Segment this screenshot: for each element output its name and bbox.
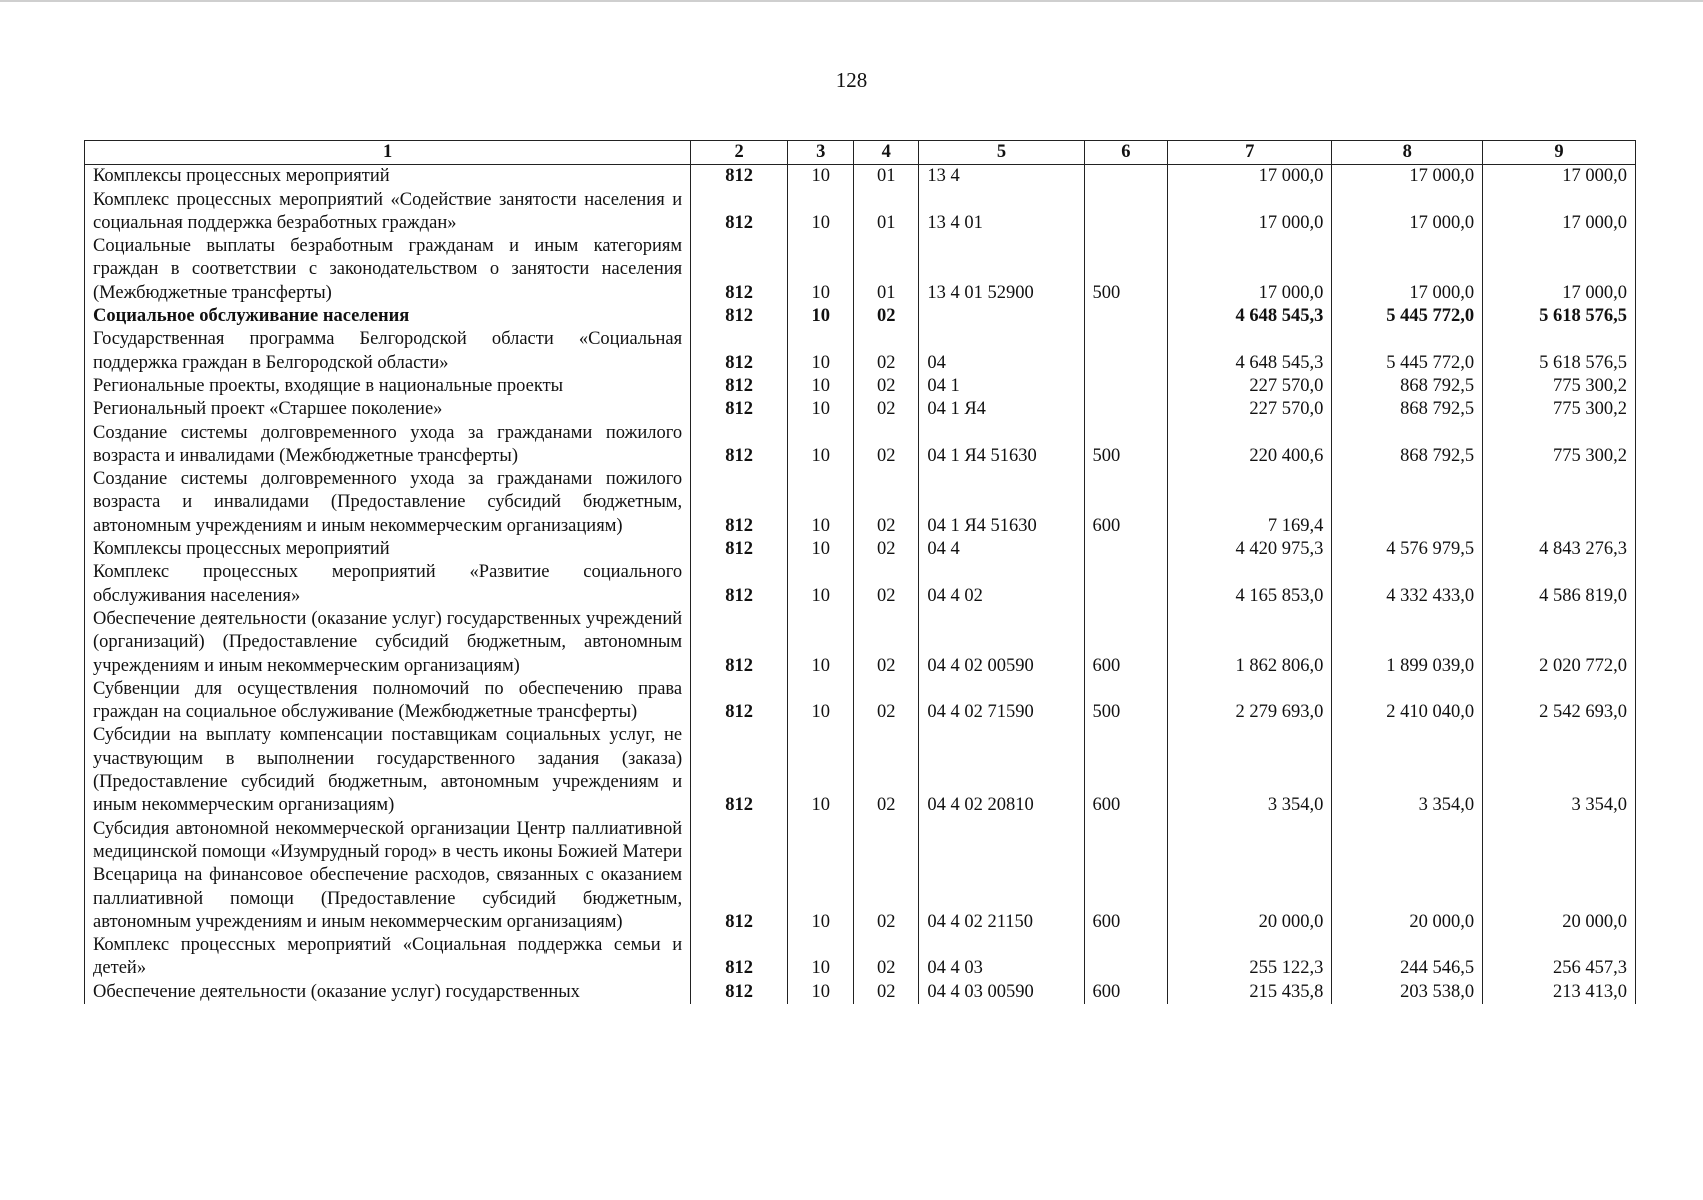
cell-amount-year-2: 17 000,0 xyxy=(1332,235,1483,305)
table-row xyxy=(85,561,1636,608)
table-row xyxy=(85,375,1636,398)
cell-amount-year-2: 868 792,5 xyxy=(1332,422,1483,469)
cell-amount-year-3: 775 300,2 xyxy=(1483,422,1636,469)
row-description: Региональные проекты, входящие в национальные проекты xyxy=(85,375,691,398)
cell-expense-type: 500 xyxy=(1084,235,1168,305)
row-description: Создание системы долговременного ухода за гражданами пожилого возраста и инвалидами (Предоставление субсидий бюджетным, автономным учреждениям и иным некоммерческим организациям) xyxy=(85,468,691,538)
cell-amount-year-2: 2 410 040,0 xyxy=(1332,678,1483,725)
table-row xyxy=(85,934,1636,981)
cell-admin-code: 812 xyxy=(691,375,788,398)
cell-amount-year-1: 4 165 853,0 xyxy=(1168,561,1332,608)
row-description: Региональный проект «Старшее поколение» xyxy=(85,398,691,421)
cell-section: 10 xyxy=(788,981,854,1004)
cell-expense-type xyxy=(1084,375,1168,398)
cell-amount-year-1: 4 648 545,3 xyxy=(1168,305,1332,328)
cell-amount-year-1: 3 354,0 xyxy=(1168,724,1332,817)
cell-amount-year-2: 203 538,0 xyxy=(1332,981,1483,1004)
cell-amount-year-2: 1 899 039,0 xyxy=(1332,608,1483,678)
cell-amount-year-3: 775 300,2 xyxy=(1483,375,1636,398)
cell-subsection: 01 xyxy=(854,189,919,236)
cell-section: 10 xyxy=(788,189,854,236)
cell-section: 10 xyxy=(788,235,854,305)
cell-amount-year-2: 5 445 772,0 xyxy=(1332,305,1483,328)
cell-expense-type xyxy=(1084,538,1168,561)
cell-target-article: 04 4 03 00590 xyxy=(919,981,1084,1004)
cell-amount-year-2: 4 576 979,5 xyxy=(1332,538,1483,561)
cell-amount-year-3: 17 000,0 xyxy=(1483,189,1636,236)
page-number: 128 xyxy=(835,68,868,92)
cell-admin-code: 812 xyxy=(691,328,788,375)
cell-subsection: 02 xyxy=(854,818,919,934)
cell-subsection: 01 xyxy=(854,235,919,305)
table-row xyxy=(85,608,1636,678)
cell-target-article: 04 4 xyxy=(919,538,1084,561)
cell-amount-year-1: 2 279 693,0 xyxy=(1168,678,1332,725)
cell-target-article: 04 4 02 21150 xyxy=(919,818,1084,934)
cell-subsection: 02 xyxy=(854,398,919,421)
cell-admin-code: 812 xyxy=(691,678,788,725)
cell-admin-code: 812 xyxy=(691,305,788,328)
budget-table xyxy=(84,140,1636,1004)
cell-subsection: 02 xyxy=(854,724,919,817)
cell-amount-year-1: 255 122,3 xyxy=(1168,934,1332,981)
table-row xyxy=(85,189,1636,236)
cell-admin-code: 812 xyxy=(691,422,788,469)
cell-amount-year-3: 17 000,0 xyxy=(1483,235,1636,305)
cell-amount-year-3: 17 000,0 xyxy=(1483,165,1636,189)
cell-amount-year-2: 17 000,0 xyxy=(1332,189,1483,236)
cell-expense-type xyxy=(1084,305,1168,328)
cell-admin-code: 812 xyxy=(691,608,788,678)
cell-admin-code: 812 xyxy=(691,818,788,934)
cell-expense-type: 600 xyxy=(1084,981,1168,1004)
cell-amount-year-3 xyxy=(1483,468,1636,538)
cell-amount-year-2: 868 792,5 xyxy=(1332,398,1483,421)
header-col-5: 5 xyxy=(919,141,1084,165)
header-col-6: 6 xyxy=(1084,141,1168,165)
cell-expense-type: 600 xyxy=(1084,468,1168,538)
cell-section: 10 xyxy=(788,538,854,561)
header-row xyxy=(85,141,1636,165)
header-col-7: 7 xyxy=(1168,141,1332,165)
cell-section: 10 xyxy=(788,468,854,538)
cell-expense-type xyxy=(1084,165,1168,189)
cell-target-article: 13 4 01 xyxy=(919,189,1084,236)
row-description: Государственная программа Белгородской области «Социальная поддержка граждан в Белгородской области» xyxy=(85,328,691,375)
table-row xyxy=(85,818,1636,934)
table-row xyxy=(85,165,1636,189)
header-col-2: 2 xyxy=(691,141,788,165)
cell-amount-year-1: 227 570,0 xyxy=(1168,398,1332,421)
cell-subsection: 02 xyxy=(854,934,919,981)
row-description: Обеспечение деятельности (оказание услуг) государственных xyxy=(85,981,691,1004)
cell-expense-type: 500 xyxy=(1084,422,1168,469)
cell-subsection: 01 xyxy=(854,165,919,189)
cell-admin-code: 812 xyxy=(691,165,788,189)
table-row xyxy=(85,538,1636,561)
cell-amount-year-2: 4 332 433,0 xyxy=(1332,561,1483,608)
cell-amount-year-3: 3 354,0 xyxy=(1483,724,1636,817)
cell-target-article xyxy=(919,305,1084,328)
cell-subsection: 02 xyxy=(854,328,919,375)
cell-target-article: 04 1 Я4 xyxy=(919,398,1084,421)
cell-admin-code: 812 xyxy=(691,934,788,981)
table-row xyxy=(85,678,1636,725)
row-description: Комплексы процессных мероприятий xyxy=(85,538,691,561)
cell-expense-type: 600 xyxy=(1084,818,1168,934)
cell-target-article: 04 4 02 20810 xyxy=(919,724,1084,817)
cell-amount-year-1: 17 000,0 xyxy=(1168,189,1332,236)
cell-amount-year-3: 4 843 276,3 xyxy=(1483,538,1636,561)
cell-amount-year-1: 215 435,8 xyxy=(1168,981,1332,1004)
cell-section: 10 xyxy=(788,305,854,328)
cell-amount-year-2: 20 000,0 xyxy=(1332,818,1483,934)
cell-target-article: 13 4 xyxy=(919,165,1084,189)
cell-target-article: 04 1 Я4 51630 xyxy=(919,468,1084,538)
cell-section: 10 xyxy=(788,818,854,934)
cell-admin-code: 812 xyxy=(691,398,788,421)
cell-section: 10 xyxy=(788,934,854,981)
table-row xyxy=(85,724,1636,817)
cell-subsection: 02 xyxy=(854,305,919,328)
cell-amount-year-2: 244 546,5 xyxy=(1332,934,1483,981)
row-description: Комплекс процессных мероприятий «Социальная поддержка семьи и детей» xyxy=(85,934,691,981)
cell-amount-year-3: 775 300,2 xyxy=(1483,398,1636,421)
cell-amount-year-3: 4 586 819,0 xyxy=(1483,561,1636,608)
cell-subsection: 02 xyxy=(854,561,919,608)
cell-expense-type xyxy=(1084,934,1168,981)
cell-section: 10 xyxy=(788,608,854,678)
cell-amount-year-2: 3 354,0 xyxy=(1332,724,1483,817)
cell-admin-code: 812 xyxy=(691,189,788,236)
row-description: Обеспечение деятельности (оказание услуг) государственных учреждений (организаций) (Предоставление субсидий бюджетным, автономным учреждениям и иным некоммерческим организациям) xyxy=(85,608,691,678)
cell-amount-year-2: 868 792,5 xyxy=(1332,375,1483,398)
cell-admin-code: 812 xyxy=(691,235,788,305)
cell-target-article: 04 4 02 00590 xyxy=(919,608,1084,678)
cell-amount-year-3: 5 618 576,5 xyxy=(1483,328,1636,375)
cell-amount-year-3: 5 618 576,5 xyxy=(1483,305,1636,328)
cell-expense-type xyxy=(1084,189,1168,236)
table-row xyxy=(85,422,1636,469)
cell-amount-year-1: 1 862 806,0 xyxy=(1168,608,1332,678)
cell-section: 10 xyxy=(788,678,854,725)
cell-target-article: 13 4 01 52900 xyxy=(919,235,1084,305)
cell-amount-year-3: 2 020 772,0 xyxy=(1483,608,1636,678)
cell-amount-year-1: 20 000,0 xyxy=(1168,818,1332,934)
cell-target-article: 04 1 xyxy=(919,375,1084,398)
row-description: Субсидии на выплату компенсации поставщикам социальных услуг, не участвующим в выполнении государственного задания (заказа) (Предоставление субсидий бюджетным, автономным учреждениям и иным некоммерческим организациям) xyxy=(85,724,691,817)
cell-target-article: 04 4 02 71590 xyxy=(919,678,1084,725)
header-col-1: 1 xyxy=(85,141,691,165)
cell-admin-code: 812 xyxy=(691,981,788,1004)
cell-admin-code: 812 xyxy=(691,561,788,608)
cell-section: 10 xyxy=(788,724,854,817)
cell-section: 10 xyxy=(788,375,854,398)
cell-section: 10 xyxy=(788,398,854,421)
cell-expense-type: 500 xyxy=(1084,678,1168,725)
cell-subsection: 02 xyxy=(854,538,919,561)
cell-subsection: 02 xyxy=(854,468,919,538)
row-description: Субвенции для осуществления полномочий по обеспечению права граждан на социальное обслуживание (Межбюджетные трансферты) xyxy=(85,678,691,725)
table-row xyxy=(85,398,1636,421)
cell-amount-year-1: 4 420 975,3 xyxy=(1168,538,1332,561)
cell-expense-type xyxy=(1084,561,1168,608)
cell-amount-year-2 xyxy=(1332,468,1483,538)
cell-section: 10 xyxy=(788,165,854,189)
cell-expense-type: 600 xyxy=(1084,724,1168,817)
header-col-8: 8 xyxy=(1332,141,1483,165)
cell-amount-year-1: 7 169,4 xyxy=(1168,468,1332,538)
table-header xyxy=(85,141,1636,165)
table-row xyxy=(85,468,1636,538)
table-body xyxy=(85,165,1636,1004)
table-row xyxy=(85,328,1636,375)
cell-expense-type: 600 xyxy=(1084,608,1168,678)
header-col-4: 4 xyxy=(854,141,919,165)
cell-admin-code: 812 xyxy=(691,468,788,538)
cell-amount-year-3: 2 542 693,0 xyxy=(1483,678,1636,725)
cell-section: 10 xyxy=(788,561,854,608)
cell-amount-year-3: 213 413,0 xyxy=(1483,981,1636,1004)
cell-section: 10 xyxy=(788,328,854,375)
cell-target-article: 04 1 Я4 51630 xyxy=(919,422,1084,469)
row-description: Субсидия автономной некоммерческой организации Центр паллиативной медицинской помощи «Изумрудный город» в честь иконы Божией Матери Всецарица на финансовое обеспечение расходов, связанных с оказанием паллиативной помощи (Предоставление субсидий бюджетным, автономным учреждениям и иным некоммерческим организациям) xyxy=(85,818,691,934)
cell-admin-code: 812 xyxy=(691,538,788,561)
header-col-9: 9 xyxy=(1483,141,1636,165)
row-description: Комплекс процессных мероприятий «Развитие социального обслуживания населения» xyxy=(85,561,691,608)
row-description: Социальное обслуживание населения xyxy=(85,305,691,328)
cell-target-article: 04 xyxy=(919,328,1084,375)
table-row xyxy=(85,235,1636,305)
cell-section: 10 xyxy=(788,422,854,469)
cell-amount-year-2: 17 000,0 xyxy=(1332,165,1483,189)
cell-subsection: 02 xyxy=(854,375,919,398)
table-row xyxy=(85,981,1636,1004)
row-description: Создание системы долговременного ухода за гражданами пожилого возраста и инвалидами (Межбюджетные трансферты) xyxy=(85,422,691,469)
cell-subsection: 02 xyxy=(854,981,919,1004)
cell-amount-year-1: 220 400,6 xyxy=(1168,422,1332,469)
cell-amount-year-1: 227 570,0 xyxy=(1168,375,1332,398)
cell-amount-year-1: 4 648 545,3 xyxy=(1168,328,1332,375)
top-scan-rule xyxy=(0,0,1703,2)
cell-amount-year-3: 20 000,0 xyxy=(1483,818,1636,934)
cell-amount-year-1: 17 000,0 xyxy=(1168,235,1332,305)
cell-amount-year-1: 17 000,0 xyxy=(1168,165,1332,189)
header-col-3: 3 xyxy=(788,141,854,165)
cell-amount-year-3: 256 457,3 xyxy=(1483,934,1636,981)
row-description: Социальные выплаты безработным гражданам и иным категориям граждан в соответствии с законодательством о занятости населения (Межбюджетные трансферты) xyxy=(85,235,691,305)
cell-target-article: 04 4 03 xyxy=(919,934,1084,981)
cell-subsection: 02 xyxy=(854,678,919,725)
cell-amount-year-2: 5 445 772,0 xyxy=(1332,328,1483,375)
cell-subsection: 02 xyxy=(854,422,919,469)
cell-expense-type xyxy=(1084,398,1168,421)
row-description: Комплекс процессных мероприятий «Содействие занятости населения и социальная поддержка безработных граждан» xyxy=(85,189,691,236)
cell-subsection: 02 xyxy=(854,608,919,678)
row-description: Комплексы процессных мероприятий xyxy=(85,165,691,189)
cell-target-article: 04 4 02 xyxy=(919,561,1084,608)
cell-admin-code: 812 xyxy=(691,724,788,817)
table-row xyxy=(85,305,1636,328)
cell-expense-type xyxy=(1084,328,1168,375)
